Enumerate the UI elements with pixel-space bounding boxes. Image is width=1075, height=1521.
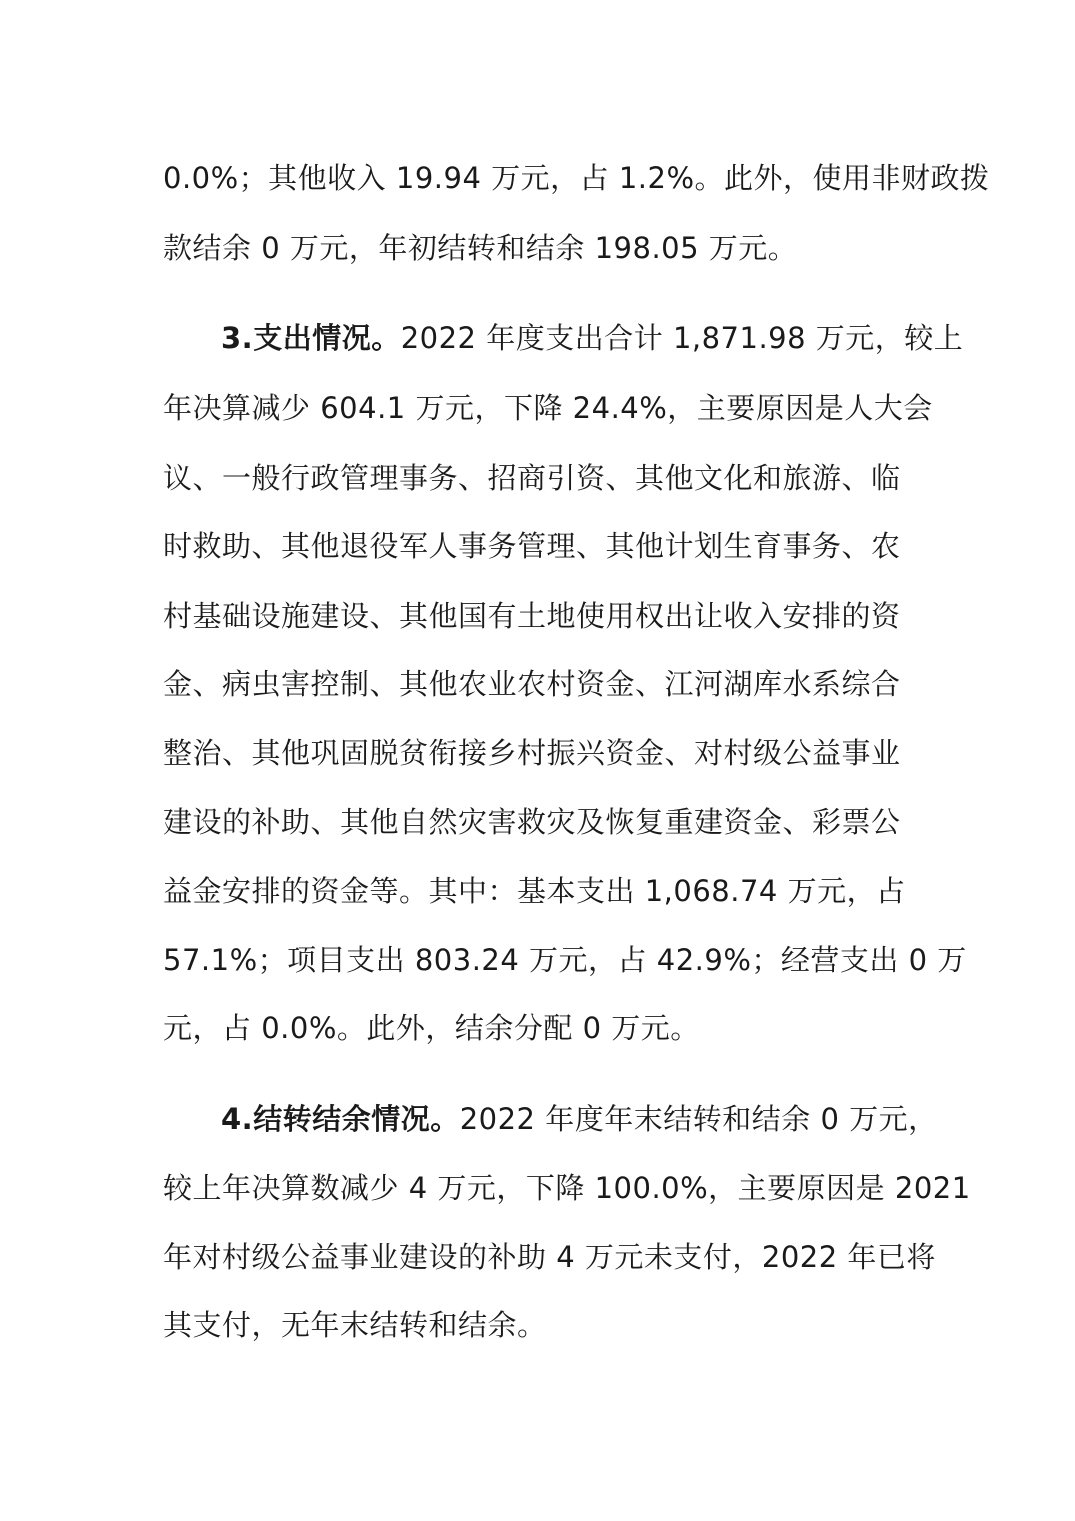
text-line: 年决算减少 604.1 万元，下降 24.4%，主要原因是人大会	[163, 391, 933, 425]
text-line: 益金安排的资金等。其中：基本支出 1,068.74 万元，占	[163, 874, 906, 908]
text-line: 其支付，无年末结转和结余。	[163, 1308, 547, 1342]
paragraph-first-line	[221, 318, 963, 358]
text-line: 整治、其他巩固脱贫衔接乡村振兴资金、对村级公益事业	[163, 736, 901, 770]
text-run: 2022 年度年末结转和结余 0 万元，	[459, 1102, 938, 1136]
text-line: 建设的补助、其他自然灾害救灾及恢复重建资金、彩票公	[163, 805, 901, 839]
text-line: 金、病虫害控制、其他农业农村资金、江河湖库水系综合	[163, 667, 901, 701]
text-line: 款结余 0 万元，年初结转和结余 198.05 万元。	[163, 231, 798, 265]
paragraph-first-line	[221, 1099, 938, 1139]
text-line: 0.0%；其他收入 19.94 万元，占 1.2%。此外，使用非财政拨	[163, 161, 990, 195]
section-heading-expenditure: 3.支出情况。	[221, 321, 401, 355]
text-line: 议、一般行政管理事务、招商引资、其他文化和旅游、临	[163, 461, 901, 495]
text-run: 2022 年度支出合计 1,871.98 万元，较上	[400, 321, 964, 355]
section-heading-carryover: 4.结转结余情况。	[221, 1102, 460, 1136]
text-line: 时救助、其他退役军人事务管理、其他计划生育事务、农	[163, 529, 901, 563]
text-line: 57.1%；项目支出 803.24 万元，占 42.9%；经营支出 0 万	[163, 943, 967, 977]
text-line: 元，占 0.0%。此外，结余分配 0 万元。	[163, 1011, 700, 1045]
text-line: 较上年决算数减少 4 万元，下降 100.0%，主要原因是 2021	[163, 1171, 971, 1205]
text-line: 村基础设施建设、其他国有土地使用权出让收入安排的资	[163, 599, 901, 633]
text-line: 年对村级公益事业建设的补助 4 万元未支付，2022 年已将	[163, 1240, 936, 1274]
